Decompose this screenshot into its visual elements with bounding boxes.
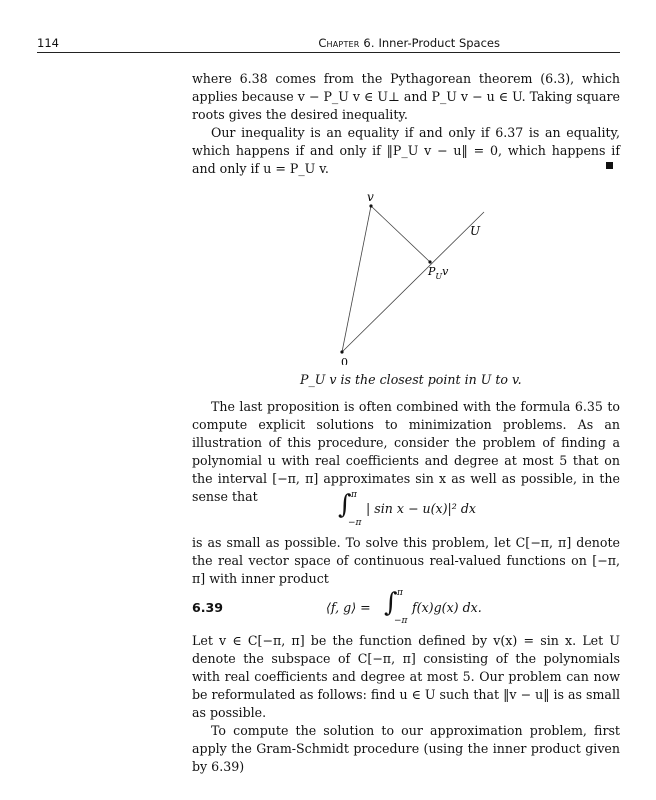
paragraph-5: Let v ∈ C[−π, π] be the function defined by v(x) = sin x. Let U denote the subspace of C[−π, π] consisting of the polynomials with real coefficients and degree at most 5. Our problem can now be reformulated as follows: find u ∈ U such that ‖v − u‖ is as small as possible.	[192, 633, 620, 720]
integral-equation-1	[338, 490, 538, 530]
integral-sign: ∫	[338, 490, 352, 520]
proof-ending	[192, 70, 620, 178]
body-section-2	[192, 534, 620, 588]
running-header	[37, 36, 620, 53]
label-Puv-P: P	[428, 265, 436, 278]
v-point	[369, 204, 372, 207]
projection-figure	[300, 190, 520, 365]
body-section-3	[192, 632, 620, 776]
paragraph-1: where 6.38 comes from the Pythagorean theorem (6.3), which applies because v − P_U v ∈ U⊥ and P_U v − u ∈ U. Taking square roots gives the desired inequality.	[192, 71, 620, 122]
paragraph-3: The last proposition is often combined with the formula 6.35 to compute explicit solutions to minimization problems. As an illustration of this procedure, consider the problem of finding a polynomial u with real coefficients and degree at most 5 that on the interval [−π, π] approximates sin x as well as possible, in the sense that	[192, 399, 620, 504]
chapter-label: Chapter 6.	[318, 36, 375, 50]
label-Puv-v: v	[442, 265, 449, 278]
page-number: 114	[37, 36, 59, 50]
label-v: v	[367, 190, 374, 204]
label-Puv	[427, 265, 449, 281]
projection-point	[428, 260, 431, 263]
origin-point	[340, 350, 343, 353]
subspace-line	[342, 212, 484, 352]
integral-equation-2	[326, 590, 566, 624]
vector-v-line	[342, 206, 371, 352]
figure-caption: P_U v is the closest point in U to v.	[300, 372, 522, 387]
paragraph-4: is as small as possible. To solve this problem, let C[−π, π] denote the real vector space of continuous real-valued functions on [−π, π] with inner product	[192, 535, 620, 586]
chapter-title: Inner-Product Spaces	[378, 36, 500, 50]
upper-limit-2: π	[397, 588, 403, 598]
chapter-heading	[318, 36, 500, 50]
paragraph-2: Our inequality is an equality if and only if 6.37 is an equality, which happens if and only if ‖P_U v − u‖ = 0, which happens if and only if u = P_U v.	[192, 125, 620, 176]
equation-number: 6.39	[192, 600, 224, 615]
body-section-1	[192, 398, 620, 506]
integrand: | sin x − u(x)|² dx	[366, 501, 477, 516]
paragraph-6: To compute the solution to our approximation problem, first apply the Gram-Schmidt procedure (using the inner product given by 6.39)	[192, 723, 620, 774]
label-U: U	[470, 224, 481, 238]
inner-product-lhs: ⟨f, g⟩ =	[326, 600, 371, 615]
lower-limit: −π	[348, 518, 362, 528]
qed-square-icon	[606, 162, 613, 169]
integral-sign-2: ∫	[384, 588, 398, 618]
label-Puv-sub: U	[435, 272, 443, 281]
upper-limit: π	[351, 490, 357, 500]
integrand-2: f(x)g(x) dx.	[412, 600, 482, 615]
lower-limit-2: −π	[394, 616, 408, 626]
perpendicular-line	[371, 206, 430, 262]
label-zero: 0	[341, 356, 348, 365]
